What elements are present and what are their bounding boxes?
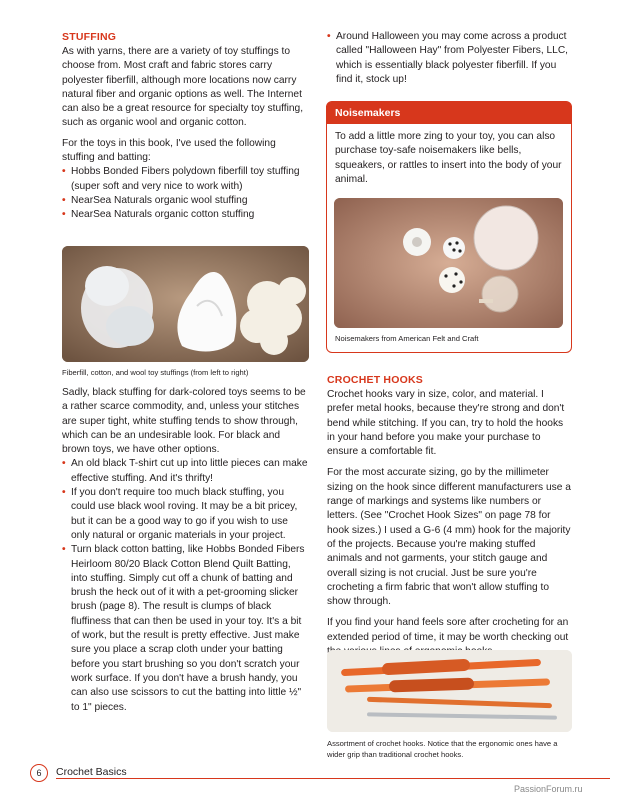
noisemakers-illustration [334, 198, 563, 328]
right-column-top [327, 30, 573, 87]
page-footer [30, 764, 590, 782]
black-stuffing-list [62, 457, 308, 714]
stuffing-photo [62, 246, 309, 362]
noisemakers-heading: Noisemakers [327, 102, 571, 124]
page-number: 6 [30, 764, 48, 782]
stuffing-photo-caption: Fiberfill, cotton, and wool toy stuffings (from left to right) [62, 368, 249, 377]
list-item: • If you don't require too much black stuffing, you could use black wool roving. It may be a bit pricey, but it can be a good way to go if you wish to use only natural or organic materials in your project. [62, 486, 308, 543]
stuffing-paragraph-1: As with yarns, there are a variety of toy stuffings to choose from. Most craft and fabric stores carry polyester fiberfill, although more locations now carry natural fiber and organic options as well. The Internet can also be a great resource for specialty toy stuffing, such as organic wool and organic cotton. [62, 46, 304, 129]
stuffing-heading: STUFFING [62, 31, 117, 43]
hooks-paragraph-2: For the most accurate sizing, go by the millimeter sizing on the hook since different manufacturers use a range of markings and systems like numbers or letters. (See "Crochet Hook Sizes" on page 78 for hook sizes.) I used a G-6 (4 mm) hook for the majority of the projects. Because you're making stuffed animals and not garments, your stitch gauge and overall sizing is not crucial. Just be sure you're crocheting a firm fabric that won't allow stuffing to show through. [327, 467, 571, 608]
list-item: • Around Halloween you may come across a product called "Halloween Hay" from Polyester Fibers, LLC, which is essentially black polyester fiberfill. If you find it, stock up! [327, 30, 573, 87]
stuffing-paragraph-2: For the toys in this book, I've used the following stuffing and batting: [62, 137, 276, 164]
noisemakers-caption: Noisemakers from American Felt and Craft [335, 334, 479, 343]
bell-dotted [443, 237, 465, 259]
rattle-ball [439, 267, 465, 293]
halloween-list [327, 30, 573, 87]
bell-white [403, 228, 431, 256]
left-column-lower [62, 386, 308, 715]
watermark: PassionForum.ru [514, 784, 583, 794]
section-title: Crochet Basics [56, 766, 127, 778]
noisemakers-box [326, 101, 572, 353]
noisemakers-photo [334, 198, 563, 328]
list-item: • NearSea Naturals organic cotton stuffing [62, 208, 308, 222]
hooks-paragraph-3: If you find your hand feels sore after crocheting for an extended period of time, it may be worth checking out [327, 617, 569, 643]
hooks-paragraph-1: Crochet hooks vary in size, color, and material. I prefer metal hooks, because they're strong and don't bend while stitching. If you can, try to hold the hooks in your hand before you make your purchase to ensure a comfortable fit. [327, 389, 565, 458]
noisemakers-paragraph: To add a little more zing to your toy, you can also purchase toy-safe noisemakers like bells, squeakers, or rattles to insert into the body of your animal. [335, 131, 562, 185]
squeaker-disc [474, 206, 538, 270]
crochet-hooks-illustration [327, 650, 572, 732]
list-item: • NearSea Naturals organic wool stuffing [62, 194, 308, 208]
stuffing-illustration [62, 246, 309, 362]
list-item: • Turn black cotton batting, like Hobbs Bonded Fibers Heirloom 80/20 Black Cotton Blend Quilt Batting, into stuffing. Simply cut off a chunk of batting and brush the heck out of it with a pet-grooming slicker brush (page 8). The result is clumps of black fluffiness that can then be used in your toy. It's a bit of work, but the result is pretty effective. Just make sure you place a scrap cloth under your batting before you start brushing so you don't scratch your work surface. If you don't have a brush handy, you can also use scissors to cut the batting into little ½" to 1" pieces. [62, 543, 308, 715]
crochet-hooks-photo [327, 650, 572, 732]
left-column [62, 31, 308, 223]
black-stuffing-paragraph: Sadly, black stuffing for dark-colored toys seems to be a rather scarce commodity, and, unless your stitches are super tight, white stuffing tends to show through, which can be an undesirable look. For black and brown toys, we have other options. [62, 387, 306, 456]
crochet-hooks-heading: CROCHET HOOKS [327, 374, 423, 386]
stuffing-list [62, 165, 308, 222]
crochet-hooks-caption: Assortment of crochet hooks. Notice that the ergonomic ones have a wider grip than traditional crochet hooks. [327, 739, 558, 759]
footer-rule [56, 778, 610, 779]
list-item: • An old black T-shirt cut up into little pieces can make effective stuffing. And it's thrifty! [62, 457, 308, 486]
list-item: • Hobbs Bonded Fibers polydown fiberfill toy stuffing (super soft and very nice to work with) [62, 165, 308, 194]
right-column-lower [327, 374, 573, 659]
